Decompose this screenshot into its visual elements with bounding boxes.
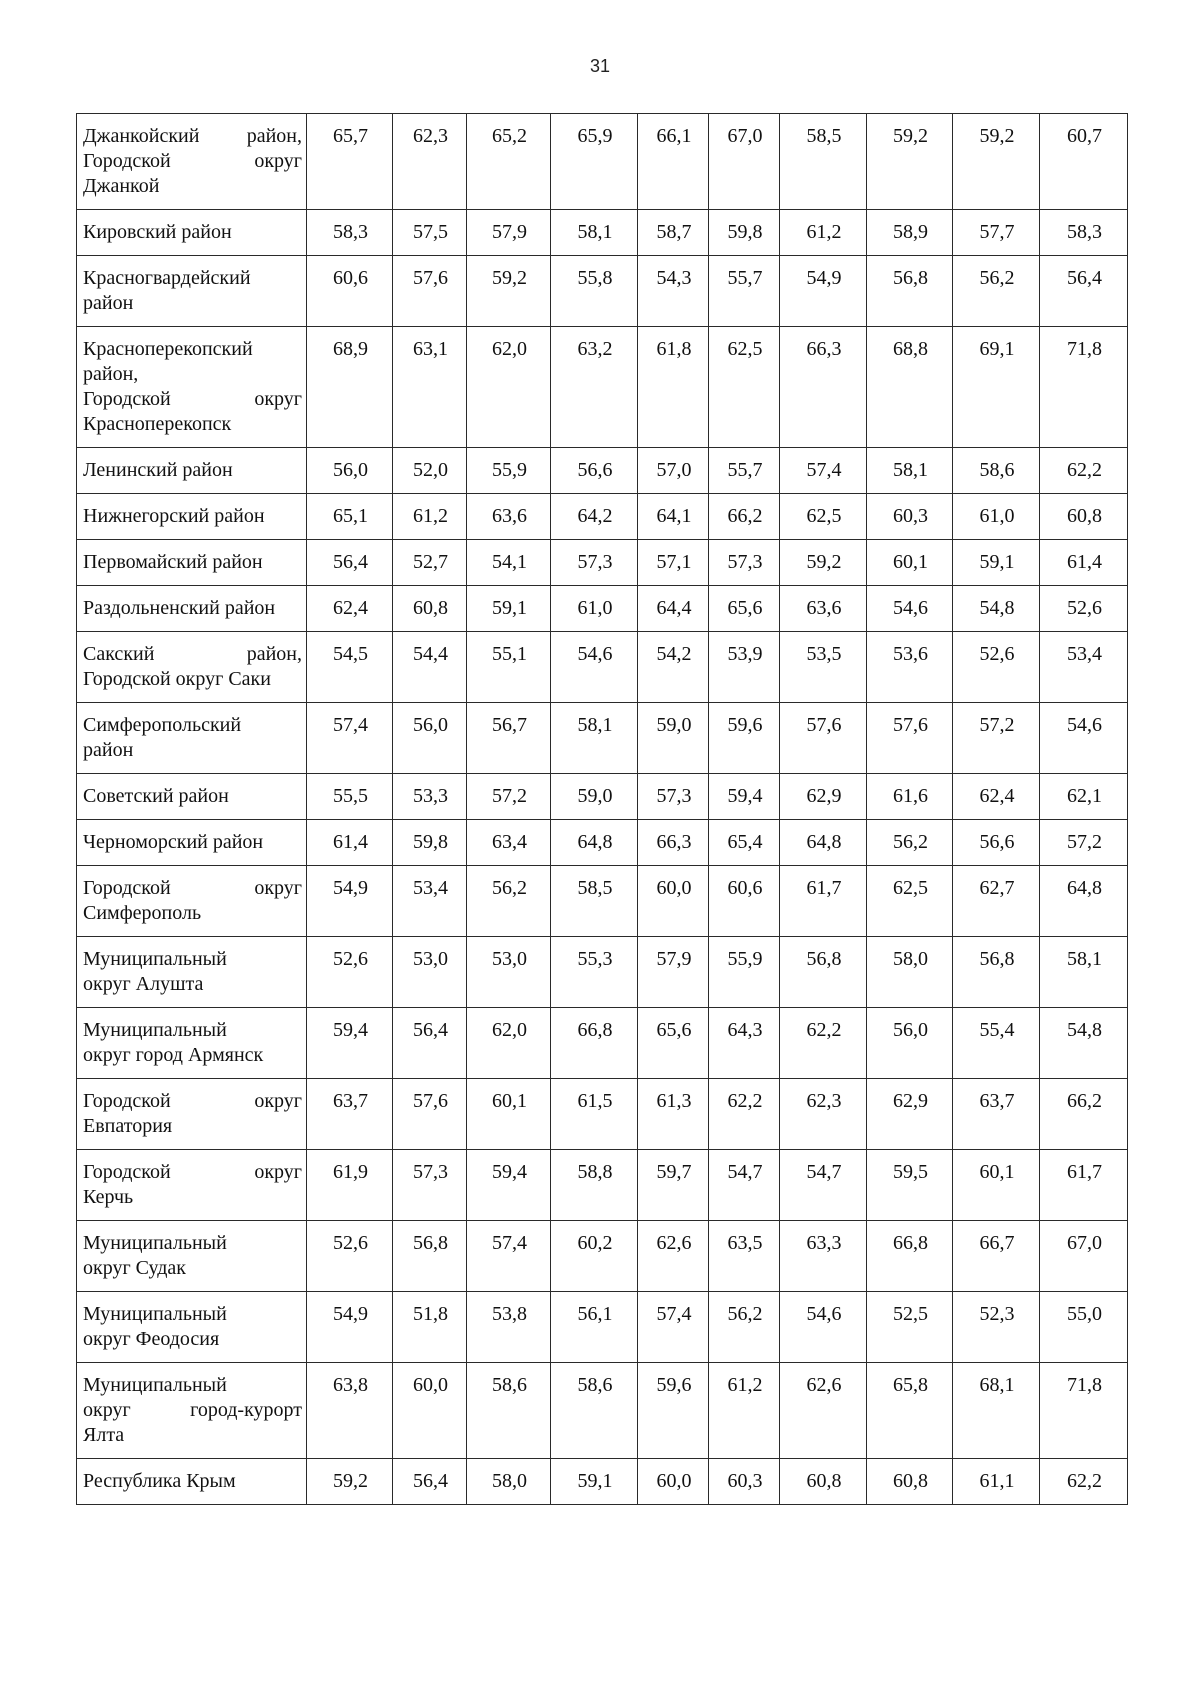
value-cell: 55,7: [709, 256, 780, 327]
value-cell: 56,8: [393, 1221, 467, 1292]
region-name-line: округ Алушта: [83, 973, 204, 995]
value-cell: 57,4: [638, 1292, 709, 1363]
value-cell: 53,0: [467, 937, 551, 1008]
value-cell: 68,9: [307, 327, 393, 448]
value-cell: 58,8: [551, 1150, 638, 1221]
value-cell: 56,8: [867, 256, 953, 327]
value-cell: 57,2: [467, 774, 551, 820]
value-cell: 60,8: [1040, 494, 1128, 540]
value-cell: 57,0: [638, 448, 709, 494]
value-cell: 65,4: [709, 820, 780, 866]
value-cell: 56,1: [551, 1292, 638, 1363]
value-cell: 61,3: [638, 1079, 709, 1150]
value-cell: 60,6: [709, 866, 780, 937]
value-cell: 58,6: [953, 448, 1040, 494]
value-cell: 58,1: [1040, 937, 1128, 1008]
value-cell: 62,6: [780, 1363, 867, 1459]
value-cell: 65,2: [467, 114, 551, 210]
value-cell: 51,8: [393, 1292, 467, 1363]
value-cell: 60,1: [467, 1079, 551, 1150]
region-name-line: Кировский район: [83, 221, 232, 243]
value-cell: 59,2: [307, 1459, 393, 1505]
value-cell: 55,8: [551, 256, 638, 327]
value-cell: 53,0: [393, 937, 467, 1008]
value-cell: 58,0: [867, 937, 953, 1008]
value-cell: 59,1: [467, 586, 551, 632]
region-name-line: Красноперекопск: [83, 413, 232, 435]
value-cell: 58,5: [780, 114, 867, 210]
region-name-cell: [77, 1292, 307, 1363]
table-row: [77, 256, 1128, 327]
page-number: 31: [589, 56, 611, 76]
value-cell: 55,0: [1040, 1292, 1128, 1363]
value-cell: 59,0: [638, 703, 709, 774]
value-cell: 57,6: [393, 256, 467, 327]
value-cell: 56,0: [307, 448, 393, 494]
value-cell: 54,4: [393, 632, 467, 703]
value-cell: 57,9: [467, 210, 551, 256]
region-name-line: район: [83, 739, 134, 761]
value-cell: 60,1: [867, 540, 953, 586]
value-cell: 66,2: [1040, 1079, 1128, 1150]
value-cell: 63,1: [393, 327, 467, 448]
value-cell: 66,3: [638, 820, 709, 866]
region-name-cell: [77, 586, 307, 632]
value-cell: 61,6: [867, 774, 953, 820]
value-cell: 54,8: [1040, 1008, 1128, 1079]
region-name-cell: [77, 494, 307, 540]
value-cell: 60,3: [867, 494, 953, 540]
table-row: [77, 586, 1128, 632]
value-cell: 57,6: [867, 703, 953, 774]
value-cell: 71,8: [1040, 1363, 1128, 1459]
value-cell: 61,2: [780, 210, 867, 256]
value-cell: 61,5: [551, 1079, 638, 1150]
value-cell: 61,1: [953, 1459, 1040, 1505]
region-name-cell: [77, 703, 307, 774]
region-name-line: Муниципальный: [83, 1019, 227, 1041]
table-row: [77, 494, 1128, 540]
table-row: [77, 1292, 1128, 1363]
region-name-line: Раздольненский район: [83, 597, 276, 619]
region-name-line: район: [83, 292, 134, 314]
value-cell: 62,2: [1040, 448, 1128, 494]
value-cell: 52,3: [953, 1292, 1040, 1363]
table-row: [77, 820, 1128, 866]
table-row: [77, 448, 1128, 494]
value-cell: 65,9: [551, 114, 638, 210]
value-cell: 53,5: [780, 632, 867, 703]
value-cell: 64,8: [1040, 866, 1128, 937]
value-cell: 54,5: [307, 632, 393, 703]
region-name-line: округ Судак: [83, 1257, 187, 1279]
region-name-line: Джанкойский район,: [83, 125, 302, 147]
value-cell: 59,1: [953, 540, 1040, 586]
value-cell: 57,2: [1040, 820, 1128, 866]
region-name-line: Керчь: [83, 1186, 134, 1208]
value-cell: 66,1: [638, 114, 709, 210]
value-cell: 58,3: [307, 210, 393, 256]
value-cell: 62,3: [393, 114, 467, 210]
region-name-line: Городской округ: [83, 877, 302, 899]
value-cell: 54,6: [1040, 703, 1128, 774]
region-name-line: Нижнегорский район: [83, 505, 265, 527]
value-cell: 58,1: [551, 703, 638, 774]
region-name-line: Муниципальный: [83, 1232, 227, 1254]
region-name-line: Советский район: [83, 785, 229, 807]
value-cell: 60,7: [1040, 114, 1128, 210]
table-body: [77, 114, 1128, 1505]
value-cell: 62,1: [1040, 774, 1128, 820]
value-cell: 63,7: [953, 1079, 1040, 1150]
value-cell: 59,6: [709, 703, 780, 774]
value-cell: 57,7: [953, 210, 1040, 256]
value-cell: 56,4: [393, 1459, 467, 1505]
value-cell: 52,6: [307, 937, 393, 1008]
value-cell: 54,2: [638, 632, 709, 703]
region-name-line: Муниципальный: [83, 1303, 227, 1325]
value-cell: 64,1: [638, 494, 709, 540]
value-cell: 56,2: [709, 1292, 780, 1363]
value-cell: 58,1: [867, 448, 953, 494]
value-cell: 62,4: [953, 774, 1040, 820]
value-cell: 62,4: [307, 586, 393, 632]
value-cell: 69,1: [953, 327, 1040, 448]
value-cell: 65,6: [638, 1008, 709, 1079]
value-cell: 62,6: [638, 1221, 709, 1292]
region-name-cell: [77, 937, 307, 1008]
region-name-line: Ленинский район: [83, 459, 233, 481]
region-name-line: Красноперекопский: [83, 338, 253, 360]
value-cell: 66,8: [551, 1008, 638, 1079]
region-name-cell: [77, 866, 307, 937]
value-cell: 57,4: [467, 1221, 551, 1292]
region-name-line: Красногвардейский: [83, 267, 251, 289]
value-cell: 63,6: [467, 494, 551, 540]
value-cell: 55,4: [953, 1008, 1040, 1079]
value-cell: 68,1: [953, 1363, 1040, 1459]
value-cell: 55,9: [467, 448, 551, 494]
value-cell: 62,5: [867, 866, 953, 937]
value-cell: 58,7: [638, 210, 709, 256]
value-cell: 57,9: [638, 937, 709, 1008]
table-row: [77, 210, 1128, 256]
value-cell: 61,0: [551, 586, 638, 632]
value-cell: 64,8: [551, 820, 638, 866]
value-cell: 60,1: [953, 1150, 1040, 1221]
value-cell: 60,8: [393, 586, 467, 632]
value-cell: 62,2: [1040, 1459, 1128, 1505]
value-cell: 59,8: [393, 820, 467, 866]
region-name-cell: [77, 1079, 307, 1150]
region-name-cell: [77, 1363, 307, 1459]
value-cell: 61,9: [307, 1150, 393, 1221]
value-cell: 52,5: [867, 1292, 953, 1363]
value-cell: 62,2: [780, 1008, 867, 1079]
value-cell: 60,8: [780, 1459, 867, 1505]
value-cell: 52,7: [393, 540, 467, 586]
value-cell: 56,4: [1040, 256, 1128, 327]
value-cell: 62,5: [780, 494, 867, 540]
value-cell: 56,8: [780, 937, 867, 1008]
value-cell: 58,1: [551, 210, 638, 256]
value-cell: 57,4: [307, 703, 393, 774]
value-cell: 67,0: [709, 114, 780, 210]
value-cell: 55,9: [709, 937, 780, 1008]
value-cell: 53,4: [1040, 632, 1128, 703]
table-row: [77, 1079, 1128, 1150]
region-name-line: Джанкой: [83, 175, 160, 197]
value-cell: 56,4: [307, 540, 393, 586]
value-cell: 63,6: [780, 586, 867, 632]
value-cell: 54,7: [780, 1150, 867, 1221]
value-cell: 56,6: [551, 448, 638, 494]
region-name-line: Городской округ: [83, 388, 302, 410]
value-cell: 66,2: [709, 494, 780, 540]
value-cell: 59,8: [709, 210, 780, 256]
value-cell: 52,6: [307, 1221, 393, 1292]
value-cell: 52,6: [953, 632, 1040, 703]
value-cell: 62,3: [780, 1079, 867, 1150]
table-row: [77, 1008, 1128, 1079]
region-name-line: Городской округ: [83, 150, 302, 172]
region-name-line: Евпатория: [83, 1115, 173, 1137]
value-cell: 59,4: [709, 774, 780, 820]
value-cell: 58,6: [467, 1363, 551, 1459]
value-cell: 63,7: [307, 1079, 393, 1150]
table-row: [77, 1150, 1128, 1221]
value-cell: 63,2: [551, 327, 638, 448]
table-row: [77, 1459, 1128, 1505]
region-name-line: Муниципальный: [83, 1374, 227, 1396]
value-cell: 62,5: [709, 327, 780, 448]
value-cell: 63,5: [709, 1221, 780, 1292]
value-cell: 58,0: [467, 1459, 551, 1505]
value-cell: 53,8: [467, 1292, 551, 1363]
value-cell: 61,7: [1040, 1150, 1128, 1221]
region-name-cell: [77, 1008, 307, 1079]
value-cell: 58,3: [1040, 210, 1128, 256]
value-cell: 54,6: [867, 586, 953, 632]
value-cell: 53,4: [393, 866, 467, 937]
value-cell: 59,1: [551, 1459, 638, 1505]
region-name-cell: [77, 820, 307, 866]
value-cell: 65,1: [307, 494, 393, 540]
value-cell: 53,9: [709, 632, 780, 703]
value-cell: 61,2: [393, 494, 467, 540]
table-row: [77, 703, 1128, 774]
value-cell: 60,2: [551, 1221, 638, 1292]
value-cell: 61,2: [709, 1363, 780, 1459]
value-cell: 63,4: [467, 820, 551, 866]
value-cell: 65,8: [867, 1363, 953, 1459]
value-cell: 56,4: [393, 1008, 467, 1079]
region-name-cell: [77, 774, 307, 820]
region-name-line: Муниципальный: [83, 948, 227, 970]
value-cell: 54,3: [638, 256, 709, 327]
value-cell: 54,9: [307, 1292, 393, 1363]
value-cell: 59,7: [638, 1150, 709, 1221]
value-cell: 55,3: [551, 937, 638, 1008]
table-row: [77, 1221, 1128, 1292]
value-cell: 60,0: [393, 1363, 467, 1459]
value-cell: 59,2: [953, 114, 1040, 210]
region-name-cell: [77, 114, 307, 210]
value-cell: 68,8: [867, 327, 953, 448]
value-cell: 59,4: [467, 1150, 551, 1221]
value-cell: 55,5: [307, 774, 393, 820]
value-cell: 65,6: [709, 586, 780, 632]
region-name-cell: [77, 632, 307, 703]
value-cell: 57,5: [393, 210, 467, 256]
value-cell: 57,6: [393, 1079, 467, 1150]
region-name-line: Ялта: [83, 1424, 125, 1446]
value-cell: 54,8: [953, 586, 1040, 632]
table-row: [77, 114, 1128, 210]
value-cell: 59,2: [780, 540, 867, 586]
region-name-line: Городской округ: [83, 1090, 302, 1112]
region-name-line: Сакский район,: [83, 643, 302, 665]
value-cell: 61,8: [638, 327, 709, 448]
table-row: [77, 327, 1128, 448]
value-cell: 58,6: [551, 1363, 638, 1459]
value-cell: 56,2: [867, 820, 953, 866]
table-row: [77, 774, 1128, 820]
value-cell: 62,2: [709, 1079, 780, 1150]
value-cell: 56,2: [467, 866, 551, 937]
region-name-line: Первомайский район: [83, 551, 263, 573]
value-cell: 64,3: [709, 1008, 780, 1079]
value-cell: 58,9: [867, 210, 953, 256]
value-cell: 59,5: [867, 1150, 953, 1221]
table-row: [77, 1363, 1128, 1459]
region-name-cell: [77, 210, 307, 256]
value-cell: 59,4: [307, 1008, 393, 1079]
region-name-cell: [77, 540, 307, 586]
value-cell: 64,4: [638, 586, 709, 632]
value-cell: 55,1: [467, 632, 551, 703]
region-name-line: район,: [83, 363, 139, 385]
value-cell: 56,2: [953, 256, 1040, 327]
value-cell: 54,6: [780, 1292, 867, 1363]
value-cell: 64,8: [780, 820, 867, 866]
region-name-cell: [77, 1150, 307, 1221]
value-cell: 56,6: [953, 820, 1040, 866]
value-cell: 54,1: [467, 540, 551, 586]
region-name-cell: [77, 1221, 307, 1292]
value-cell: 59,2: [467, 256, 551, 327]
value-cell: 71,8: [1040, 327, 1128, 448]
value-cell: 64,2: [551, 494, 638, 540]
value-cell: 59,0: [551, 774, 638, 820]
region-name-cell: [77, 448, 307, 494]
region-name-cell: [77, 256, 307, 327]
value-cell: 57,3: [393, 1150, 467, 1221]
value-cell: 61,7: [780, 866, 867, 937]
value-cell: 62,0: [467, 327, 551, 448]
value-cell: 53,3: [393, 774, 467, 820]
value-cell: 57,4: [780, 448, 867, 494]
value-cell: 62,0: [467, 1008, 551, 1079]
value-cell: 59,2: [867, 114, 953, 210]
value-cell: 52,6: [1040, 586, 1128, 632]
value-cell: 52,0: [393, 448, 467, 494]
value-cell: 53,6: [867, 632, 953, 703]
region-name-line: округ город-курорт: [83, 1399, 302, 1421]
value-cell: 54,9: [780, 256, 867, 327]
value-cell: 57,3: [638, 774, 709, 820]
region-name-line: округ Феодосия: [83, 1328, 220, 1350]
region-name-cell: [77, 327, 307, 448]
value-cell: 67,0: [1040, 1221, 1128, 1292]
table-row: [77, 632, 1128, 703]
value-cell: 54,9: [307, 866, 393, 937]
value-cell: 58,5: [551, 866, 638, 937]
region-name-cell: [77, 1459, 307, 1505]
table-row: [77, 866, 1128, 937]
value-cell: 66,3: [780, 327, 867, 448]
value-cell: 61,0: [953, 494, 1040, 540]
value-cell: 66,7: [953, 1221, 1040, 1292]
value-cell: 60,3: [709, 1459, 780, 1505]
region-name-line: Республика Крым: [83, 1470, 236, 1492]
value-cell: 62,9: [780, 774, 867, 820]
value-cell: 66,8: [867, 1221, 953, 1292]
value-cell: 59,6: [638, 1363, 709, 1459]
region-name-line: Симферопольский: [83, 714, 242, 736]
value-cell: 60,6: [307, 256, 393, 327]
value-cell: 57,6: [780, 703, 867, 774]
value-cell: 56,0: [867, 1008, 953, 1079]
region-name-line: Городской округ: [83, 1161, 302, 1183]
value-cell: 56,7: [467, 703, 551, 774]
value-cell: 54,7: [709, 1150, 780, 1221]
region-name-line: Черноморский район: [83, 831, 264, 853]
value-cell: 57,1: [638, 540, 709, 586]
value-cell: 65,7: [307, 114, 393, 210]
value-cell: 60,0: [638, 866, 709, 937]
value-cell: 61,4: [1040, 540, 1128, 586]
value-cell: 63,8: [307, 1363, 393, 1459]
data-table: [76, 113, 1128, 1505]
value-cell: 56,0: [393, 703, 467, 774]
table-row: [77, 540, 1128, 586]
value-cell: 57,3: [709, 540, 780, 586]
region-name-line: Городской округ Саки: [83, 668, 271, 690]
region-name-line: округ город Армянск: [83, 1044, 264, 1066]
value-cell: 54,6: [551, 632, 638, 703]
table-row: [77, 937, 1128, 1008]
value-cell: 62,9: [867, 1079, 953, 1150]
value-cell: 62,7: [953, 866, 1040, 937]
value-cell: 57,3: [551, 540, 638, 586]
value-cell: 60,0: [638, 1459, 709, 1505]
value-cell: 56,8: [953, 937, 1040, 1008]
value-cell: 61,4: [307, 820, 393, 866]
value-cell: 57,2: [953, 703, 1040, 774]
value-cell: 63,3: [780, 1221, 867, 1292]
region-name-line: Симферополь: [83, 902, 202, 924]
value-cell: 60,8: [867, 1459, 953, 1505]
value-cell: 55,7: [709, 448, 780, 494]
